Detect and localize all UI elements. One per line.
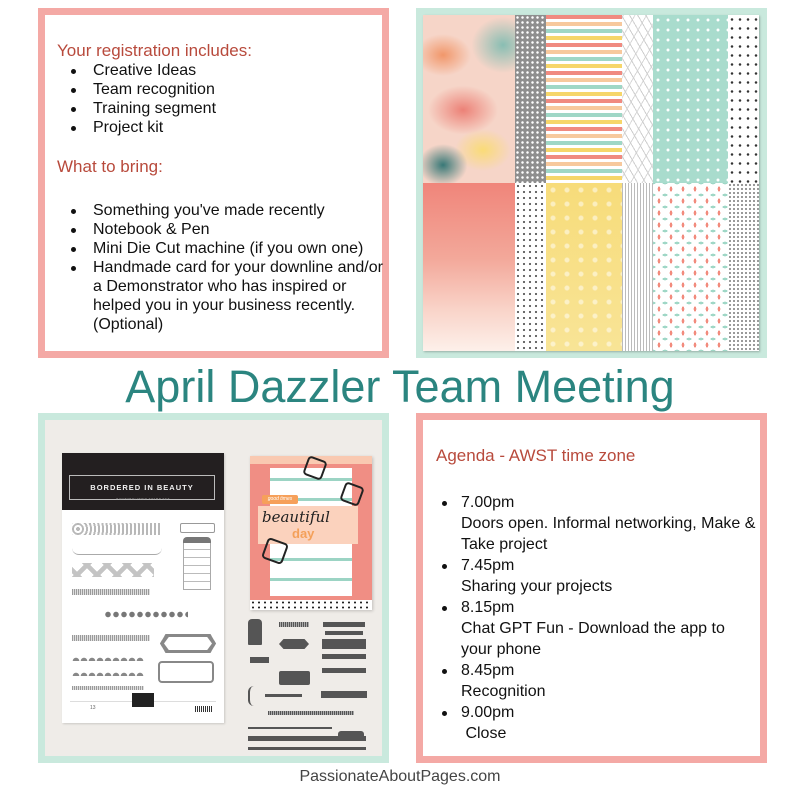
rect-die-icon bbox=[279, 671, 310, 685]
stamp-set-subtitle: PHOTOPOLYMER STAMP SET bbox=[116, 497, 170, 501]
agenda-time: 7.45pm bbox=[461, 557, 515, 574]
wave-border-stamp-icon bbox=[72, 656, 144, 661]
stamp-set-package bbox=[62, 453, 224, 723]
butterfly-border-stamp-icon bbox=[72, 523, 162, 535]
hex-label-die-icon bbox=[279, 639, 309, 649]
list-item: Something you've made recently bbox=[67, 201, 382, 220]
strip-die-icon bbox=[325, 631, 363, 635]
swatch-watercolor bbox=[423, 15, 515, 183]
scallop-border-stamp-icon bbox=[72, 548, 162, 555]
list-item: Training segment bbox=[67, 99, 382, 118]
bring-heading: What to bring: bbox=[57, 157, 163, 176]
lace-die-icon bbox=[268, 711, 354, 715]
list-item: Mini Die Cut machine (if you own one) bbox=[67, 239, 382, 258]
registration-panel bbox=[38, 8, 389, 358]
agenda-time: 8.45pm bbox=[461, 662, 515, 679]
page-title: April Dazzler Team Meeting bbox=[125, 361, 675, 412]
agenda-time: 7.00pm bbox=[461, 494, 515, 511]
tag-die-icon bbox=[248, 619, 262, 645]
card-tag-text: good times bbox=[262, 495, 298, 504]
butterfly-die-icon bbox=[321, 691, 367, 698]
product-image-panel bbox=[38, 413, 389, 763]
list-item: Team recognition bbox=[67, 80, 382, 99]
agenda-item bbox=[439, 597, 760, 660]
hearts-border-stamp-icon bbox=[104, 611, 188, 618]
agenda-list bbox=[436, 492, 760, 744]
agenda-time: 9.00pm bbox=[461, 704, 515, 721]
agenda-desc: Doors open. Informal networking, Make & Take project bbox=[461, 515, 756, 553]
list-item: Notebook & Pen bbox=[67, 220, 382, 239]
agenda-desc: Sharing your projects bbox=[461, 578, 613, 595]
swatch-stripes bbox=[546, 15, 622, 183]
agenda-item bbox=[439, 702, 760, 744]
agenda-item bbox=[439, 660, 760, 702]
zigzag-border-stamp-icon bbox=[72, 563, 154, 577]
label-stamp-icon bbox=[180, 523, 215, 533]
swatch-leaves bbox=[622, 15, 653, 183]
registration-list bbox=[57, 61, 382, 137]
line-die-icon bbox=[248, 747, 366, 750]
card-day-text: day bbox=[292, 526, 315, 541]
hex-label-stamp-icon bbox=[160, 634, 216, 653]
small-rect-die-icon bbox=[250, 657, 269, 663]
paper-swatch-panel bbox=[416, 8, 767, 358]
strip-die-icon bbox=[322, 654, 366, 659]
lace-border-stamp-icon bbox=[72, 686, 144, 690]
card-dot-border bbox=[250, 600, 372, 610]
swatch-hearts bbox=[728, 15, 759, 183]
agenda-heading: Agenda - AWST time zone bbox=[436, 446, 636, 465]
agenda-panel bbox=[416, 413, 767, 763]
sample-card bbox=[250, 456, 372, 610]
card-script-text: beautiful bbox=[262, 508, 330, 526]
brace-die-icon bbox=[248, 686, 255, 706]
stamp-count: 13 bbox=[90, 705, 96, 711]
swatch-mint-dots bbox=[653, 15, 728, 183]
tag-stamp-icon bbox=[183, 541, 211, 590]
agenda-desc: Close bbox=[461, 725, 507, 742]
website-footer: PassionateAboutPages.com bbox=[299, 768, 501, 785]
agenda-desc: Recognition bbox=[461, 683, 546, 700]
swatch-small-dots bbox=[515, 183, 546, 351]
swatch-coral-wash bbox=[423, 183, 515, 351]
list-item: Handmade card for your downline and/or a Demonstrator who has inspired or helped you in your business recently. (Optional) bbox=[67, 258, 383, 334]
agenda-item bbox=[439, 492, 760, 555]
swatch-petals bbox=[653, 183, 728, 351]
swatch-yellow-dots bbox=[546, 183, 622, 351]
list-item: Creative Ideas bbox=[67, 61, 382, 80]
line-die-icon bbox=[248, 727, 332, 729]
agenda-item bbox=[439, 555, 760, 597]
barcode-icon bbox=[195, 706, 213, 712]
list-item: Project kit bbox=[67, 118, 382, 137]
agenda-time: 8.15pm bbox=[461, 599, 515, 616]
rect-label-stamp-icon bbox=[158, 661, 214, 683]
scallop-die-icon bbox=[322, 639, 366, 649]
paper-swatch-grid bbox=[423, 15, 759, 351]
lace-border-stamp-icon bbox=[72, 635, 150, 641]
line-die-icon bbox=[265, 694, 302, 697]
swatch-grey-stripes bbox=[622, 183, 653, 351]
stamp-set-header bbox=[62, 453, 224, 510]
scallop-solid-stamp-icon bbox=[72, 671, 144, 677]
tab-die-icon bbox=[338, 731, 364, 737]
lace-die-icon bbox=[279, 622, 309, 627]
agenda-desc: Chat GPT Fun - Download the app to your phone bbox=[461, 620, 725, 658]
die-set bbox=[248, 619, 373, 754]
swatch-grey-dots bbox=[515, 15, 546, 183]
strip-die-icon bbox=[323, 622, 365, 627]
brand-logo-icon bbox=[132, 693, 154, 707]
wave-die-icon bbox=[322, 668, 366, 673]
registration-heading: Your registration includes: bbox=[57, 41, 252, 60]
lace-border-stamp-icon bbox=[72, 589, 150, 595]
bring-list bbox=[57, 201, 382, 334]
swatch-speckle bbox=[728, 183, 759, 351]
stamp-set-name: BORDERED IN BEAUTY bbox=[69, 475, 215, 500]
